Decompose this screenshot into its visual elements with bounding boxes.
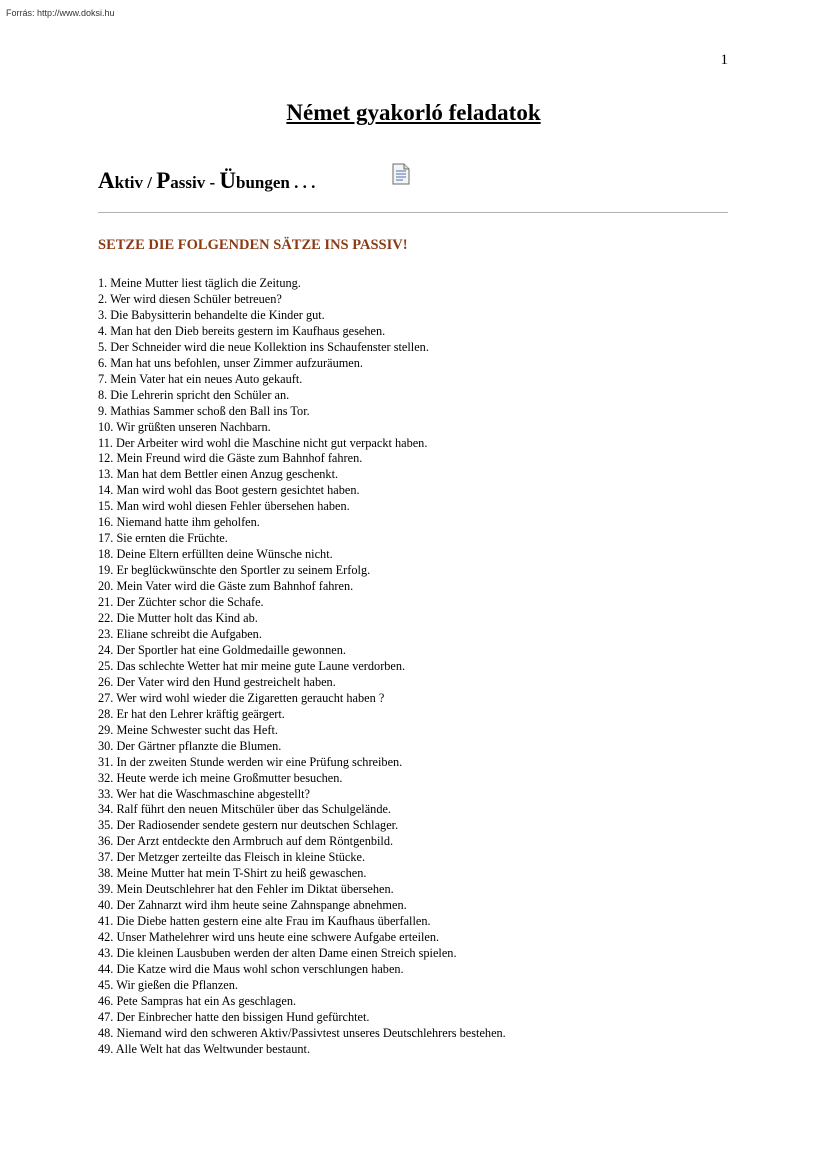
sentence-item: 27. Wer wird wohl wieder die Zigaretten geraucht haben ? — [98, 690, 385, 705]
sentence-item: 19. Er beglückwünschte den Sportler zu seinem Erfolg. — [98, 563, 371, 578]
sentence-item: 8. Die Lehrerin spricht den Schüler an. — [98, 387, 290, 402]
sentence-item: 48. Niemand wird den schweren Aktiv/Passivtest unseres Deutschlehrers bestehen. — [98, 1025, 506, 1040]
sentence-item: 16. Niemand hatte ihm geholfen. — [98, 515, 260, 530]
sentence-item: 24. Der Sportler hat eine Goldmedaille gewonnen. — [98, 642, 346, 657]
page-title: Német gyakorló feladatok — [286, 100, 541, 125]
sentence-item: 2. Wer wird diesen Schüler betreuen? — [98, 291, 282, 306]
heading-part-aktiv: ktiv / — [114, 173, 157, 192]
sentence-item: 40. Der Zahnarzt wird ihm heute seine Zahnspange abnehmen. — [98, 898, 407, 913]
sentence-item: 35. Der Radiosender sendete gestern nur deutschen Schlager. — [98, 818, 399, 833]
sentence-item: 49. Alle Welt hat das Weltwunder bestaunt. — [98, 1041, 311, 1056]
sentence-item: 4. Man hat den Dieb bereits gestern im Kaufhaus gesehen. — [98, 323, 386, 338]
sentence-item: 43. Die kleinen Lausbuben werden der alten Dame einen Streich spielen. — [98, 946, 457, 961]
sentence-item: 45. Wir gießen die Pflanzen. — [98, 977, 238, 992]
heading-cap-a: A — [98, 168, 115, 193]
heading-cap-p: P — [156, 168, 171, 193]
sentence-item: 37. Der Metzger zerteilte das Fleisch in kleine Stücke. — [98, 850, 366, 865]
sentence-item: 17. Sie ernten die Früchte. — [98, 531, 228, 546]
sentence-item: 5. Der Schneider wird die neue Kollektion ins Schaufenster stellen. — [98, 339, 429, 354]
sentence-item: 9. Mathias Sammer schoß den Ball ins Tor. — [98, 403, 310, 418]
sentence-item: 44. Die Katze wird die Maus wohl schon verschlungen haben. — [98, 961, 404, 976]
sentence-item: 32. Heute werde ich meine Großmutter besuchen. — [98, 770, 343, 785]
sentence-item: 31. In der zweiten Stunde werden wir eine Prüfung schreiben. — [98, 754, 403, 769]
sentence-item: 10. Wir grüßten unseren Nachbarn. — [98, 419, 271, 434]
sentence-item: 46. Pete Sampras hat ein As geschlagen. — [98, 993, 297, 1008]
sentence-item: 13. Man hat dem Bettler einen Anzug geschenkt. — [98, 467, 339, 482]
sentence-item: 20. Mein Vater wird die Gäste zum Bahnhof fahren. — [98, 579, 354, 594]
heading-part-passiv: assiv - — [170, 173, 220, 192]
sentence-item: 28. Er hat den Lehrer kräftig geärgert. — [98, 706, 285, 721]
sentence-item: 14. Man wird wohl das Boot gestern gesichtet haben. — [98, 483, 360, 498]
sentence-item: 36. Der Arzt entdeckte den Armbruch auf dem Röntgenbild. — [98, 834, 394, 849]
sentence-item: 11. Der Arbeiter wird wohl die Maschine nicht gut verpackt haben. — [98, 435, 428, 450]
sentence-item: 26. Der Vater wird den Hund gestreichelt haben. — [98, 674, 336, 689]
source-line: Forrás: http://www.doksi.hu — [6, 8, 115, 18]
sentence-item: 18. Deine Eltern erfüllten deine Wünsche nicht. — [98, 547, 333, 562]
sentence-item: 47. Der Einbrecher hatte den bissigen Hund gefürchtet. — [98, 1009, 370, 1024]
sentence-item: 6. Man hat uns befohlen, unser Zimmer aufzuräumen. — [98, 355, 363, 370]
sentence-item: 25. Das schlechte Wetter hat mir meine gute Laune verdorben. — [98, 658, 406, 673]
sentence-item: 30. Der Gärtner pflanzte die Blumen. — [98, 738, 282, 753]
sentence-item: 38. Meine Mutter hat mein T-Shirt zu heiß gewaschen. — [98, 866, 367, 881]
horizontal-rule — [98, 212, 728, 213]
sentence-item: 42. Unser Mathelehrer wird uns heute eine schwere Aufgabe erteilen. — [98, 930, 440, 945]
sentence-item: 29. Meine Schwester sucht das Heft. — [98, 722, 278, 737]
sentence-item: 39. Mein Deutschlehrer hat den Fehler im Diktat übersehen. — [98, 882, 394, 897]
sentence-item: 12. Mein Freund wird die Gäste zum Bahnhof fahren. — [98, 451, 363, 466]
document-icon[interactable] — [392, 163, 410, 185]
sentence-item: 3. Die Babysitterin behandelte die Kinder gut. — [98, 307, 325, 322]
instruction-heading: SETZE DIE FOLGENDEN SÄTZE INS PASSIV! — [98, 237, 408, 253]
sentence-item: 7. Mein Vater hat ein neues Auto gekauft. — [98, 371, 303, 386]
sentence-item: 33. Wer hat die Waschmaschine abgestellt? — [98, 786, 311, 801]
sentence-item: 15. Man wird wohl diesen Fehler übersehen haben. — [98, 499, 350, 514]
sentence-item: 1. Meine Mutter liest täglich die Zeitung. — [98, 276, 301, 290]
sentence-item: 34. Ralf führt den neuen Mitschüler über das Schulgelände. — [98, 802, 391, 817]
sentence-item: 41. Die Diebe hatten gestern eine alte Frau im Kaufhaus überfallen. — [98, 914, 431, 929]
sentence-item: 22. Die Mutter holt das Kind ab. — [98, 611, 258, 626]
sentence-list — [98, 276, 738, 1058]
sentence-item: 23. Eliane schreibt die Aufgaben. — [98, 626, 262, 641]
page-number: 1 — [720, 52, 728, 68]
section-heading — [98, 168, 315, 194]
heading-cap-u: Ü — [219, 168, 236, 193]
sentence-item: 21. Der Züchter schor die Schafe. — [98, 595, 264, 610]
heading-part-uebungen: bungen . . . — [236, 173, 316, 192]
